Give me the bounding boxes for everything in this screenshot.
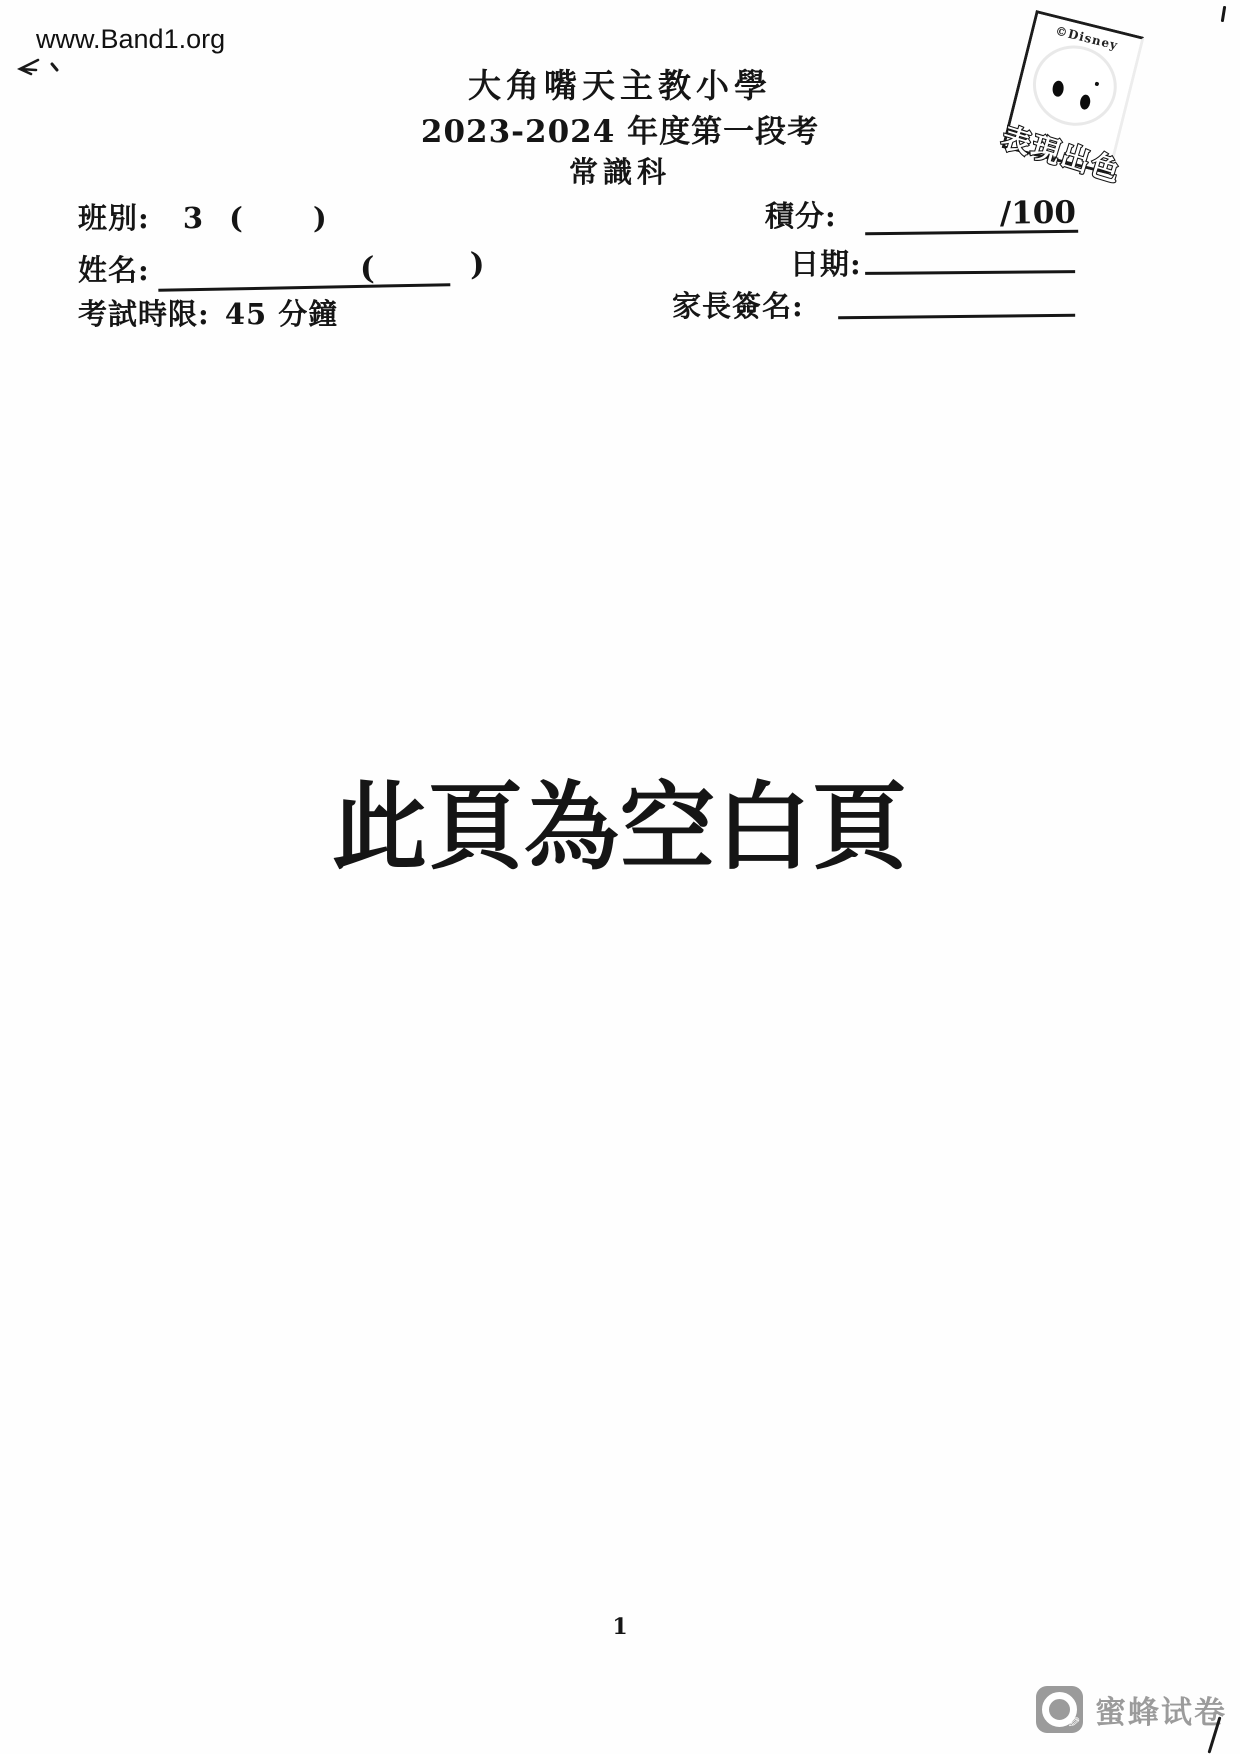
class-field (78, 196, 328, 237)
name-paren-open: ( (359, 250, 376, 287)
date-label: 日期: (790, 247, 862, 281)
score-label: 積分: (765, 199, 837, 233)
name-label: 姓名: (78, 253, 150, 287)
school-name: 大角嘴天主教小學 (468, 66, 772, 105)
score-denominator: /100 (999, 194, 1077, 232)
time-limit-value: 45 分鐘 (224, 297, 339, 331)
class-value: 3 (182, 201, 205, 235)
name-blank-line (157, 246, 486, 292)
site-watermark: www.Band1.org (36, 24, 226, 54)
class-paren-open: ( (229, 201, 244, 235)
blank-page-notice: 此頁為空白頁 (331, 772, 908, 883)
exam-session-title: 2023-2024 年度第一段考 (420, 114, 820, 150)
face-right-eye (1079, 94, 1091, 110)
page-number: 1 (612, 1614, 628, 1640)
score-blank-line (865, 194, 1078, 236)
stamp-praise-text: 表現出色 (997, 120, 1126, 189)
name-paren-close: ) (469, 246, 486, 283)
brand-name: 蜜蜂试卷 (1095, 1695, 1227, 1730)
stamp-copyright: ©Disney (1053, 23, 1120, 53)
parent-signature-label: 家長簽名: (672, 289, 804, 323)
face-dot (1094, 82, 1099, 87)
praise-stamp (997, 10, 1145, 189)
date-blank-line (865, 239, 1075, 275)
pen-tick-mark (1221, 6, 1226, 22)
subject-title: 常識科 (568, 155, 671, 189)
bee-glyph-icon: ✎ (1064, 1714, 1084, 1730)
class-label: 班別: (78, 201, 150, 235)
class-paren-close: ) (312, 201, 328, 235)
brand-watermark (1036, 1686, 1227, 1733)
time-limit-label: 考試時限: (78, 297, 210, 331)
face-left-eye (1052, 80, 1065, 97)
bee-exam-logo-icon (1036, 1686, 1083, 1733)
name-field (78, 246, 486, 289)
time-limit-field (78, 292, 338, 333)
parent-signature-blank-line (838, 283, 1075, 319)
